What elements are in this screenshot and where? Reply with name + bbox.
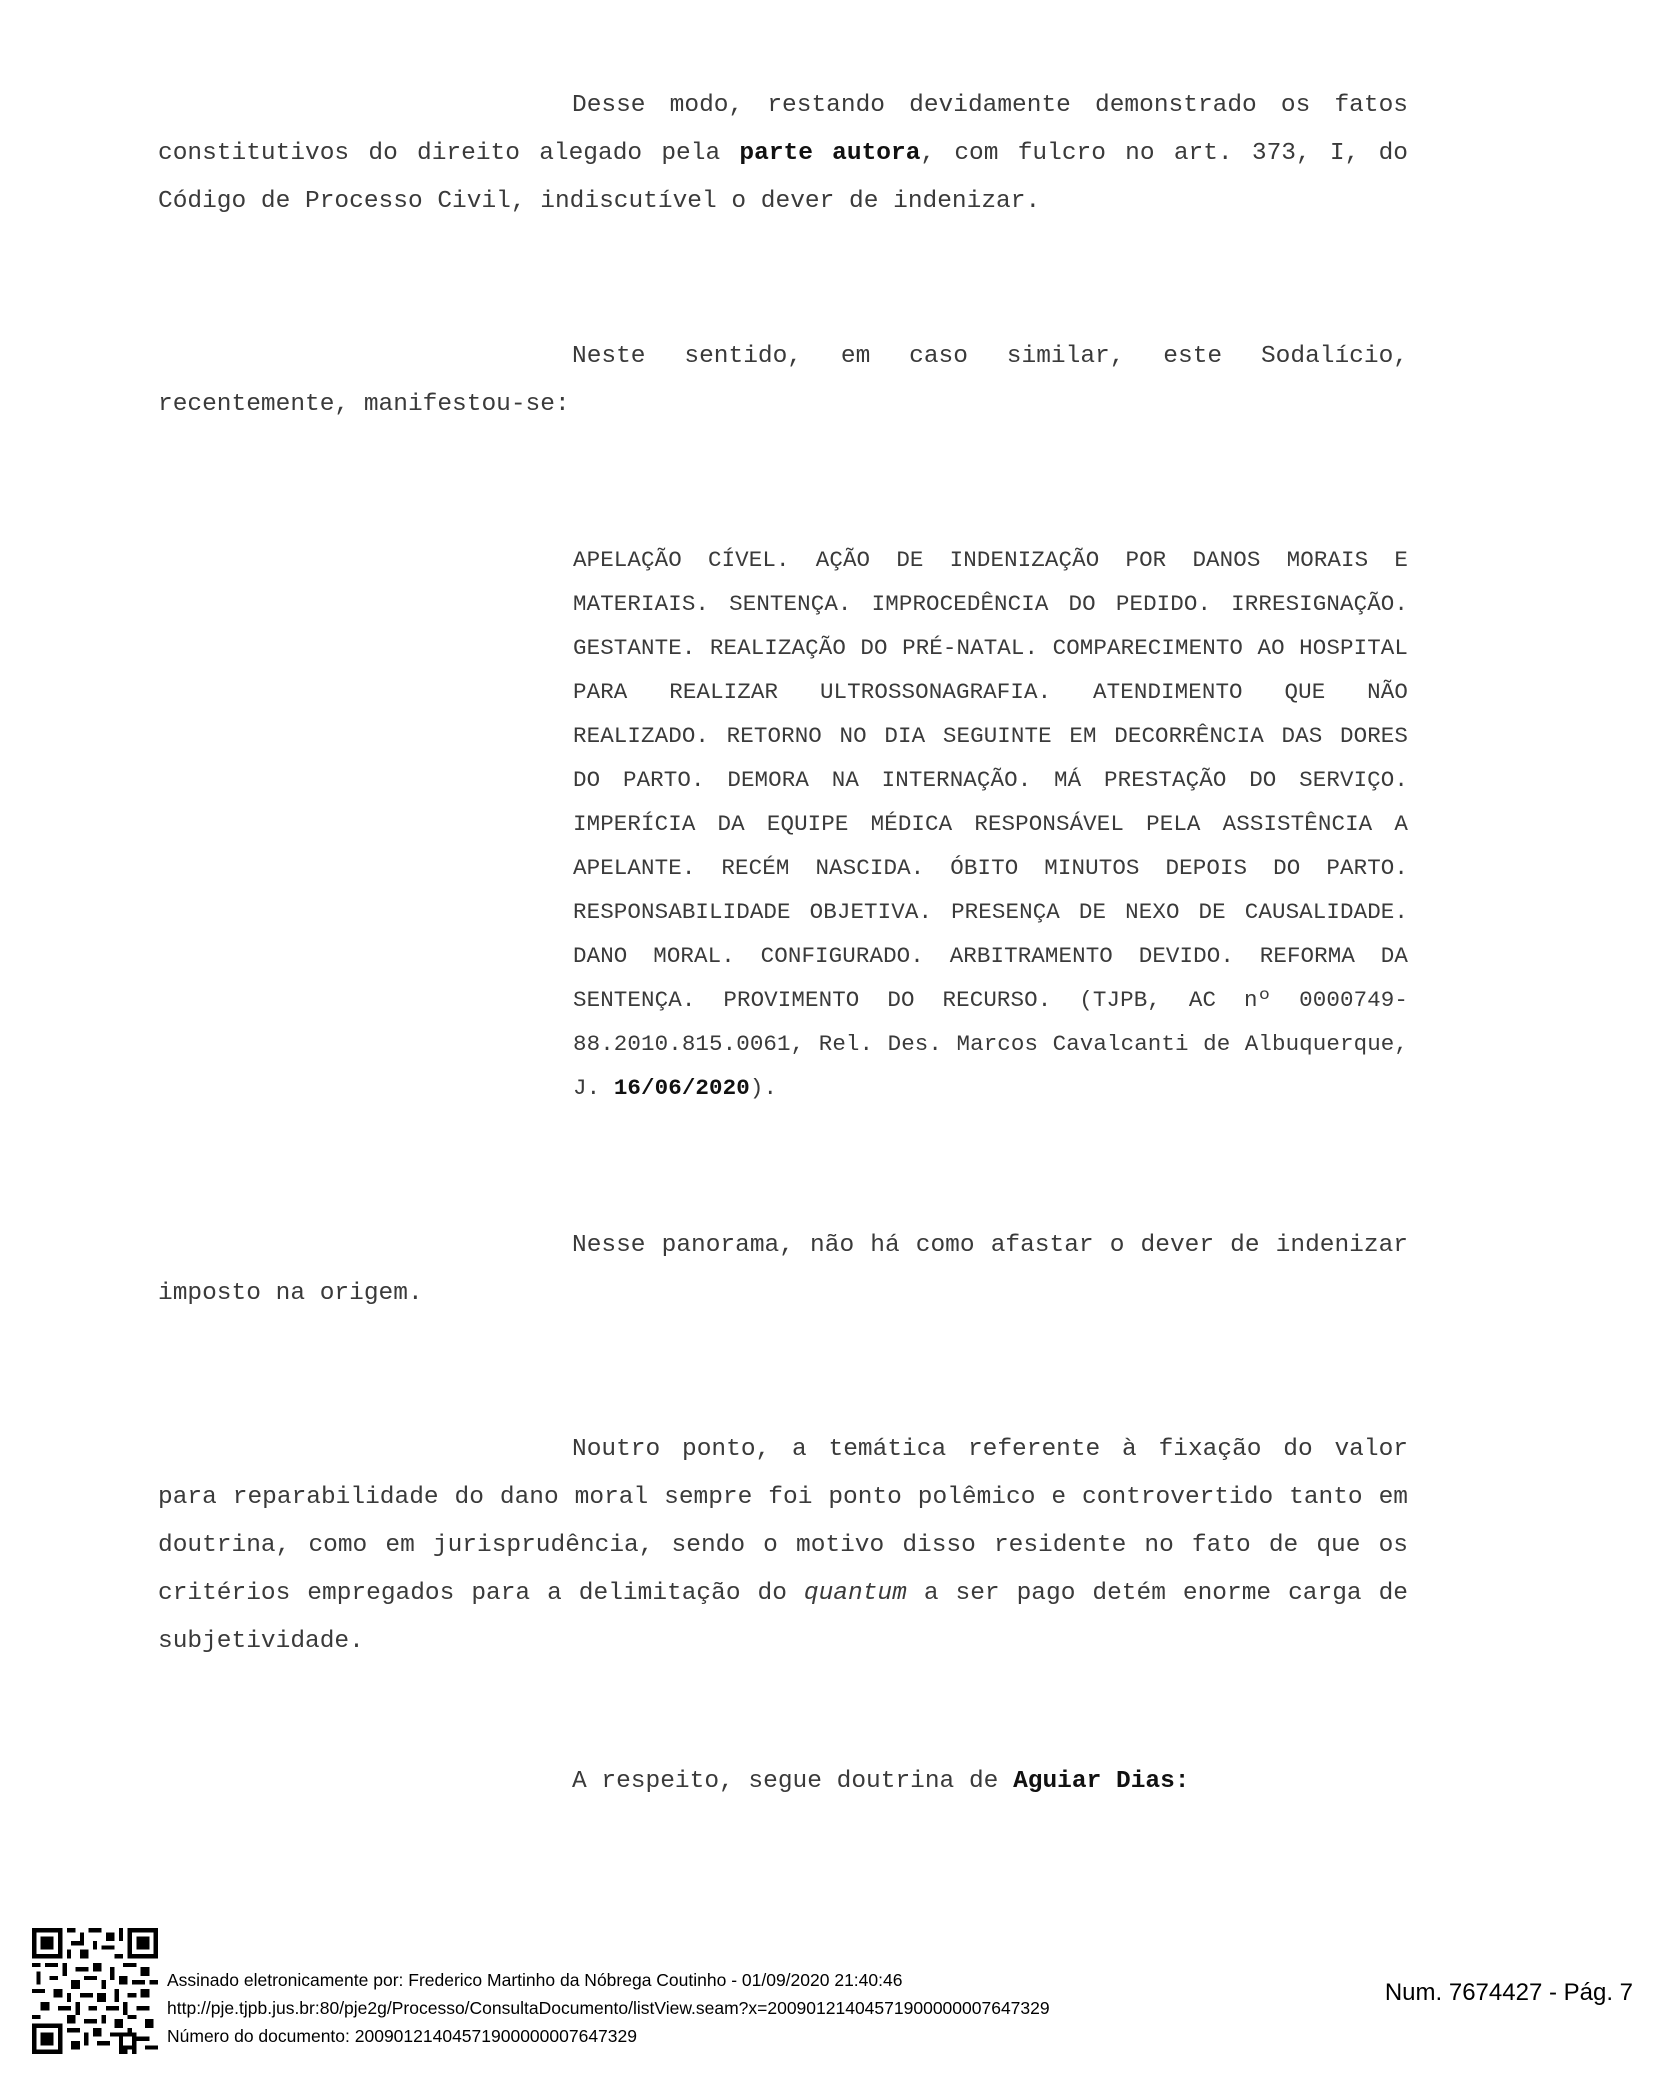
p1-text-after: , com fulcro no art. 373, I, do Código de Processo Civil, indiscutível o dever de indenizar. [158, 140, 1408, 215]
paragraph-quantum [158, 1426, 1408, 1666]
p3-text: Nesse panorama, não há como afastar o dever de indenizar imposto na origem. [158, 1232, 1408, 1307]
quote-date-bold: 16/06/2020 [613, 1075, 750, 1101]
quote-text-after: ). [749, 1075, 778, 1101]
p2-text: Neste sentido, em caso similar, este Sodalício, recentemente, manifestou-se: [158, 343, 1408, 418]
qr-code-icon [32, 1928, 158, 2054]
footer-document-url[interactable]: http://pje.tjpb.jus.br:80/pje2g/Processo/ConsultaDocumento/listView.seam?x=20090121404571900000007647329 [167, 1998, 1050, 2018]
jurisprudence-quote [573, 538, 1408, 1110]
page-number-label: Num. 7674427 - Pág. 7 [1384, 1979, 1633, 2006]
p4-italic-quantum: quantum [803, 1580, 907, 1607]
p1-bold-parte-autora: parte autora [739, 140, 921, 167]
p4-text-after: a ser pago detém enorme carga de subjetividade. [158, 1580, 1408, 1655]
p5-bold-aguiar-dias: Aguiar Dias: [1013, 1768, 1190, 1795]
paragraph-panorama [158, 1222, 1408, 1318]
p1-text: Desse modo, restando devidamente demonstrado os fatos constitutivos do direito alegado pela [158, 92, 1408, 167]
quote-text: APELAÇÃO CÍVEL. AÇÃO DE INDENIZAÇÃO POR DANOS MORAIS E MATERIAIS. SENTENÇA. IMPROCEDÊNCIA DO PEDIDO. IRRESIGNAÇÃO. GESTANTE. REALIZAÇÃO DO PRÉ-NATAL. COMPARECIMENTO AO HOSPITAL PARA REALIZAR ULTROSSONAGRAFIA. ATENDIMENTO QUE NÃO REALIZADO. RETORNO NO DIA SEGUINTE EM DECORRÊNCIA DAS DORES DO PARTO. DEMORA NA INTERNAÇÃO. MÁ PRESTAÇÃO DO SERVIÇO. IMPERÍCIA DA EQUIPE MÉDICA RESPONSÁVEL PELA ASSISTÊNCIA A APELANTE. RECÉM NASCIDA. ÓBITO MINUTOS DEPOIS DO PARTO. RESPONSABILIDADE OBJETIVA. PRESENÇA DE NEXO DE CAUSALIDADE. DANO MORAL. CONFIGURADO. ARBITRAMENTO DEVIDO. REFORMA DA SENTENÇA. PROVIMENTO DO RECURSO. (TJPB, AC nº 0000749-88.2010.815.0061, Rel. Des. Marcos Cavalcanti de Albuquerque, J. [573, 547, 1408, 1101]
paragraph-doutrina [158, 1758, 1408, 1806]
p4-text: Noutro ponto, a temática referente à fixação do valor para reparabilidade do dano moral sempre foi ponto polêmico e controvertido tanto em doutrina, como em jurisprudência, sendo o motivo disso residente no fato de que os critérios empregados para a delimitação do [158, 1436, 1408, 1607]
footer-document-number: Número do documento: 20090121404571900000007647329 [167, 2026, 637, 2046]
footer-signed-by: Assinado eletronicamente por: Frederico Martinho da Nóbrega Coutinho - 01/09/2020 21:40:46 [167, 1970, 903, 1990]
p5-text: A respeito, segue doutrina de [572, 1768, 1014, 1795]
paragraph-dever-indenizar [158, 82, 1408, 226]
paragraph-caso-similar [158, 333, 1408, 429]
